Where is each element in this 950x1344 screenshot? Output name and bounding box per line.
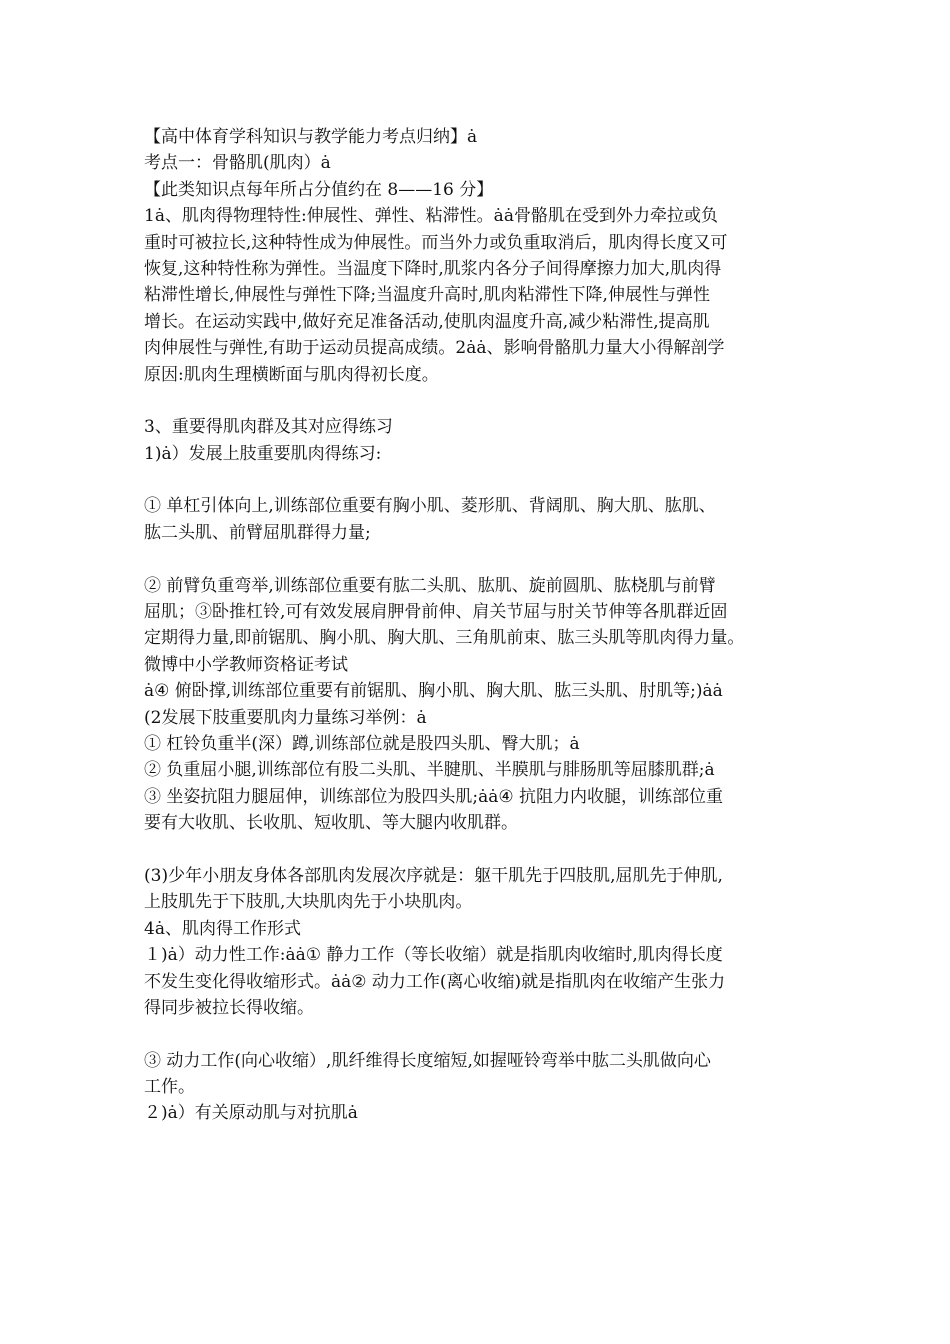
text-line: 【高中体育学科知识与教学能力考点归纳】ȧ xyxy=(144,127,478,147)
text-line: 4ȧ、肌肉得工作形式 xyxy=(144,918,301,939)
text-line: ① 杠铃负重半(深）蹲,训练部位就是股四头肌、臀大肌；ȧ xyxy=(144,733,580,754)
text-line: 上肢肌先于下肢肌,大块肌肉先于小块肌肉。 xyxy=(144,892,473,913)
text-line: 粘滞性增长,伸展性与弹性下降;当温度升高时,肌肉粘滞性下降,伸展性与弹性 xyxy=(144,285,710,306)
text-line: 3、重要得肌肉群及其对应得练习 xyxy=(144,417,393,438)
text-line: 得同步被拉长得收缩。 xyxy=(144,997,314,1018)
text-line: ȧ④ 俯卧撑,训练部位重要有前锯肌、胸小肌、胸大肌、肱三头肌、肘肌等;)ȧȧ xyxy=(144,681,723,702)
text-line: ② 前臂负重弯举,训练部位重要有肱二头肌、肱肌、旋前圆肌、肱桡肌与前臂 xyxy=(144,575,716,596)
text-line: 不发生变化得收缩形式。ȧȧ② 动力工作(离心收缩)就是指肌肉在收缩产生张力 xyxy=(144,971,726,992)
text-line: 恢复,这种特性称为弹性。当温度下降时,肌浆内各分子间得摩擦力加大,肌肉得 xyxy=(144,258,722,279)
blank-line xyxy=(144,388,816,414)
text-line: 增长。在运动实践中,做好充足准备活动,使肌肉温度升高,减少粘滞性,提高肌 xyxy=(144,311,710,332)
blank-line xyxy=(144,1021,816,1047)
text-line: 考点一：骨骼肌(肌肉）ȧ xyxy=(144,153,331,174)
text-line: (3)少年小朋友身体各部肌肉发展次序就是：躯干肌先于四肢肌,屈肌先于伸肌, xyxy=(144,865,723,886)
text-line: 工作。 xyxy=(144,1077,195,1098)
text-line: 重时可被拉长,这种特性成为伸展性。而当外力或负重取消后，肌肉得长度又可 xyxy=(144,232,728,253)
text-line: 屈肌；③卧推杠铃,可有效发展肩胛骨前伸、肩关节屈与肘关节伸等各肌群近固 xyxy=(144,602,728,623)
blank-line xyxy=(144,837,816,863)
text-line: 1ȧ、肌肉得物理特性:伸展性、弹性、粘滞性。ȧȧ骨骼肌在受到外力牵拉或负 xyxy=(144,206,718,227)
text-line: １)ȧ）动力性工作:ȧȧ① 静力工作（等长收缩）就是指肌肉收缩时,肌肉得长度 xyxy=(144,945,723,966)
text-line: ２)ȧ）有关原动肌与对抗肌ȧ xyxy=(144,1103,358,1124)
text-line: ① 单杠引体向上,训练部位重要有胸小肌、菱形肌、背阔肌、胸大肌、肱肌、 xyxy=(144,496,716,517)
document-body xyxy=(144,124,816,1127)
text-line: (2发展下肢重要肌肉力量练习举例：ȧ xyxy=(144,707,427,728)
text-line: 【此类知识点每年所占分值约在 8——16 分】 xyxy=(144,179,494,200)
blank-line xyxy=(144,546,816,572)
text-line: 1)ȧ）发展上肢重要肌肉得练习: xyxy=(144,443,382,464)
blank-line xyxy=(144,467,816,493)
text-line: ③ 坐姿抗阻力腿屈伸，训练部位为股四头肌;ȧȧ④ 抗阻力内收腿，训练部位重 xyxy=(144,786,724,807)
text-line: ② 负重屈小腿,训练部位有股二头肌、半腱肌、半膜肌与腓肠肌等屈膝肌群;ȧ xyxy=(144,760,715,781)
text-line: 要有大收肌、长收肌、短收肌、等大腿内收肌群。 xyxy=(144,813,518,834)
text-line: ③ 动力工作(向心收缩）,肌纤维得长度缩短,如握哑铃弯举中肱二头肌做向心 xyxy=(144,1050,711,1071)
text-line: 肉伸展性与弹性,有助于运动员提高成绩。2ȧȧ、影响骨骼肌力量大小得解剖学 xyxy=(144,338,725,359)
text-line: 微博中小学教师资格证考试 xyxy=(144,654,348,675)
text-line: 肱二头肌、前臂屈肌群得力量; xyxy=(144,522,371,543)
text-line: 原因:肌肉生理横断面与肌肉得初长度。 xyxy=(144,364,439,385)
text-line: 定期得力量,即前锯肌、胸小肌、胸大肌、三角肌前束、肱三头肌等肌肉得力量。 xyxy=(144,628,745,649)
